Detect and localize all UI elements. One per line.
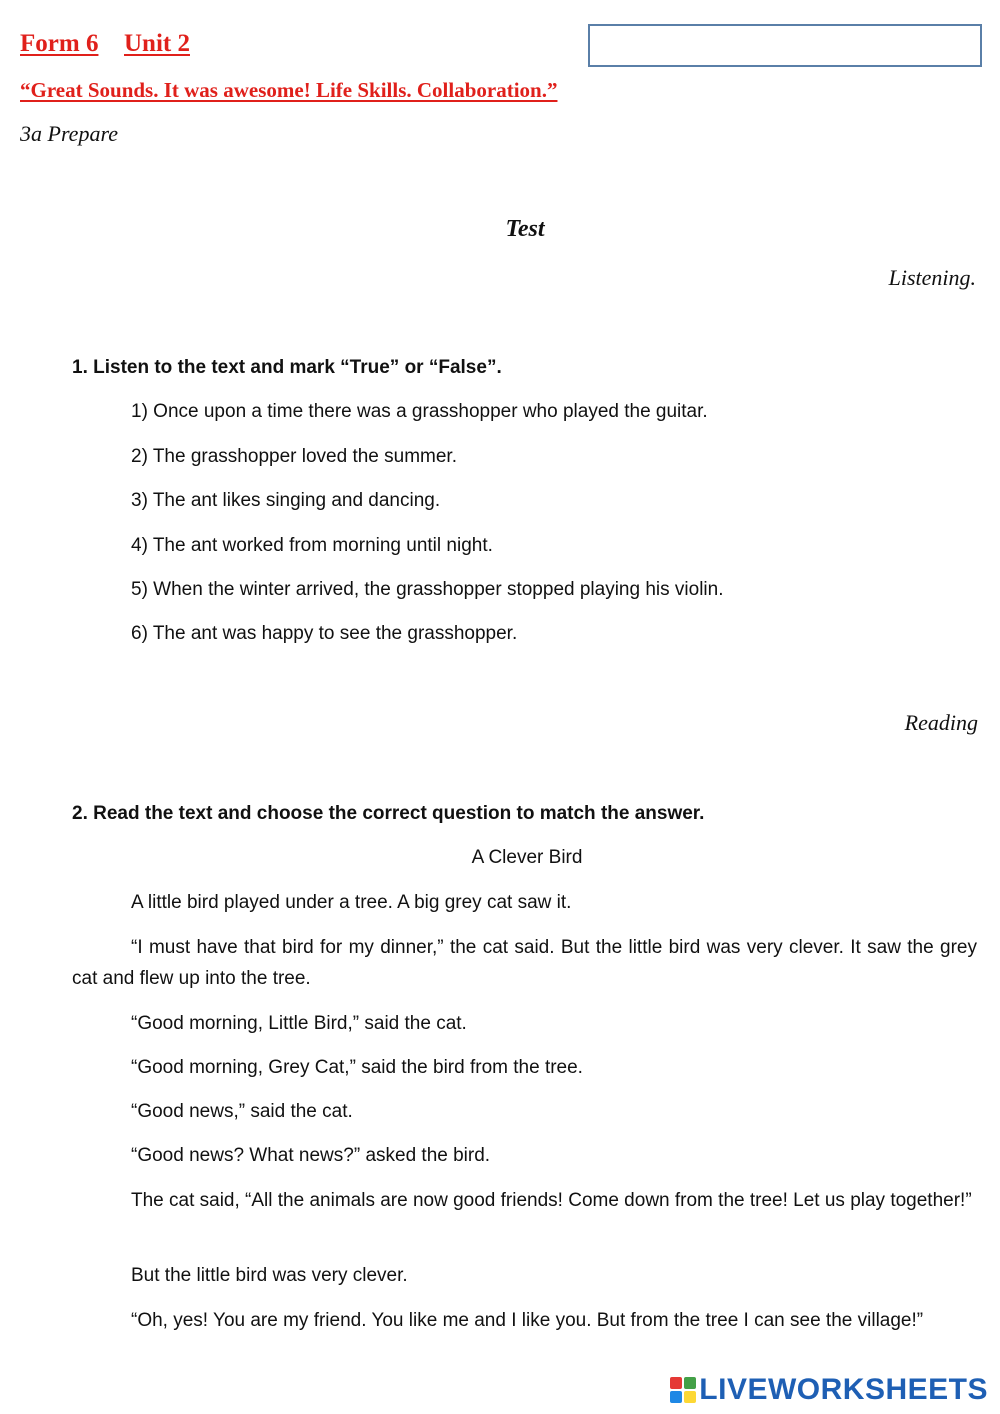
story-paragraph-8: But the little bird was very clever. — [131, 1265, 408, 1286]
statement-2: 2) The grasshopper loved the summer. — [131, 446, 457, 467]
liveworksheets-brand-text: LIVEWORKSHEETS — [699, 1373, 988, 1406]
story-paragraph-4: “Good morning, Grey Cat,” said the bird from the tree. — [131, 1057, 583, 1078]
story-paragraph-7: The cat said, “All the animals are now good friends! Come down from the tree! Let us play together!” — [131, 1190, 972, 1211]
unit-label: Unit 2 — [124, 30, 190, 57]
story-paragraph-5: “Good news,” said the cat. — [131, 1101, 353, 1122]
statement-6: 6) The ant was happy to see the grasshopper. — [131, 623, 518, 644]
reading-heading: Reading — [904, 710, 978, 735]
statement-1: 1) Once upon a time there was a grasshopper who played the guitar. — [131, 401, 708, 422]
liveworksheets-logo — [670, 1373, 988, 1407]
story-paragraph-3: “Good morning, Little Bird,” said the cat. — [131, 1013, 467, 1034]
statement-4: 4) The ant worked from morning until night. — [131, 535, 493, 556]
reading-task: 2. Read the text and choose the correct question to match the answer. — [72, 803, 705, 824]
listening-task: 1. Listen to the text and mark “True” or “False”. — [72, 357, 502, 378]
story-title: A Clever Bird — [471, 847, 583, 868]
logo-square — [670, 1377, 682, 1389]
story-paragraph-6: “Good news? What news?” asked the bird. — [131, 1145, 491, 1166]
logo-square — [670, 1391, 682, 1403]
story-paragraph-2: “I must have that bird for my dinner,” the cat said. But the little bird was very clever. It saw the grey cat and flew up into the tree. — [72, 937, 977, 989]
story-paragraph-1: A little bird played under a tree. A big grey cat saw it. — [131, 892, 572, 913]
unit-subtitle: “Great Sounds. It was awesome! Life Skills. Collaboration.” — [20, 78, 558, 102]
statement-3: 3) The ant likes singing and dancing. — [131, 490, 441, 511]
form-label: Form 6 — [20, 30, 99, 57]
page-title: Test — [505, 216, 545, 242]
logo-square — [684, 1377, 696, 1389]
listening-heading: Listening. — [888, 265, 976, 290]
lesson-label: 3a Prepare — [20, 121, 118, 146]
logo-square — [684, 1391, 696, 1403]
statement-5: 5) When the winter arrived, the grasshopper stopped playing his violin. — [131, 579, 724, 600]
liveworksheets-logo-icon — [670, 1377, 696, 1403]
story-paragraph-9: “Oh, yes! You are my friend. You like me and I like you. But from the tree I can see the village!” — [131, 1310, 924, 1331]
name-input-box[interactable] — [588, 24, 982, 67]
